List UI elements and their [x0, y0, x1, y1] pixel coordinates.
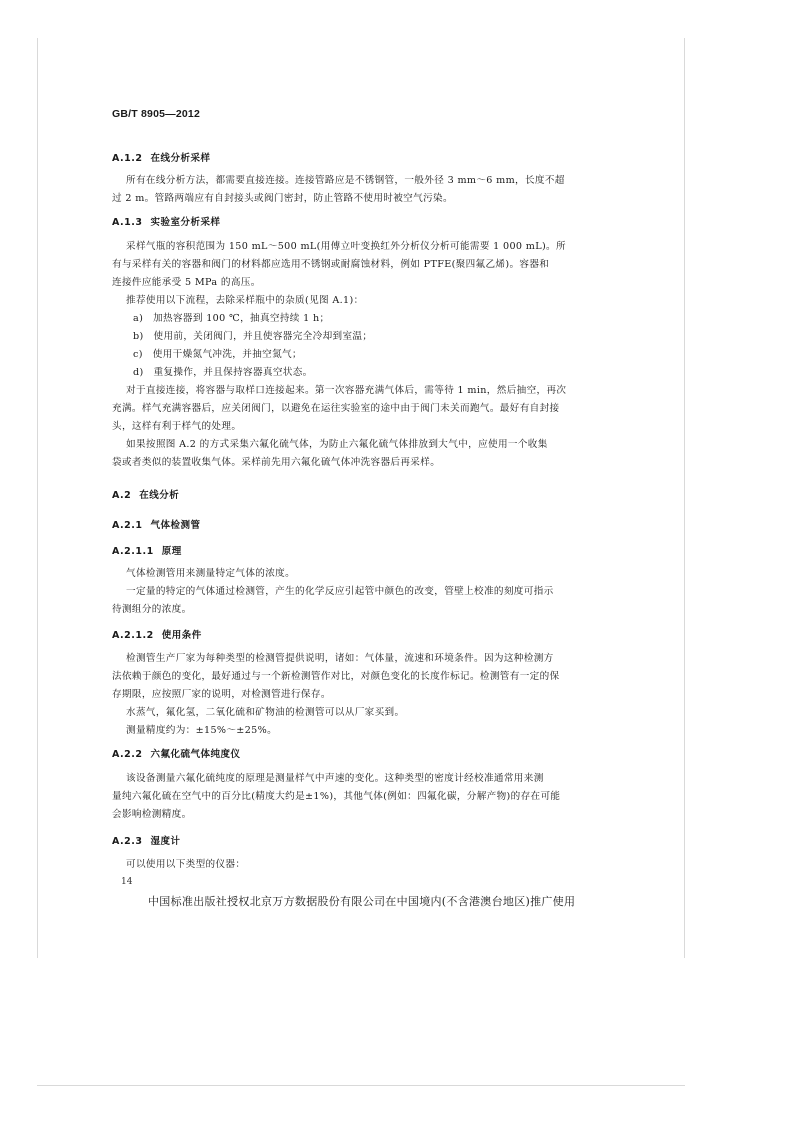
heading-number: A.1.3 [112, 217, 143, 228]
paragraph-line: 连接件应能承受 5 MPa 的高压。 [112, 277, 261, 288]
paragraph-line: 检测管生产厂家为每种类型的检测管提供说明，诸如：气体量，流速和环境条件。因为这种检测方 [126, 653, 554, 664]
paragraph-line: 如果按照图 A.2 的方式采集六氟化硫气体，为防止六氟化硫气体排放到大气中，应使用一个收集 [126, 439, 548, 450]
heading-title: 实验室分析采样 [150, 217, 221, 228]
paragraph-line: 对于直接连接，将容器与取样口连接起来。第一次容器充满气体后，需等待 1 min，然后抽空，再次 [126, 385, 567, 396]
heading-a211 [112, 543, 182, 557]
heading-number: A.2.3 [112, 836, 143, 847]
paragraph-line: 可以使用以下类型的仪器： [126, 859, 246, 870]
heading-title: 六氟化硫气体纯度仪 [150, 749, 241, 760]
left-margin-line [37, 38, 38, 958]
heading-a23 [112, 833, 180, 847]
standard-code: GB/T 8905—2012 [112, 108, 201, 120]
paragraph-line: 充满。样气充满容器后，应关闭阀门，以避免在运往实验室的途中由于阀门未关而跑气。最好有自封接 [112, 403, 560, 414]
paragraph-line: 所有在线分析方法，都需要直接连接。连接管路应是不锈钢管，一般外径 3 mm～6 mm，长度不超 [126, 175, 565, 186]
heading-number: A.2 [112, 490, 132, 501]
heading-title: 原理 [161, 546, 182, 557]
heading-number: A.2.1 [112, 520, 143, 531]
paragraph-line: 法依赖于颜色的变化，最好通过与一个新检测管作对比，对颜色变化的长度作标记。检测管有一定的保 [112, 671, 560, 682]
paragraph-line: 有与采样有关的容器和阀门的材料都应选用不锈钢或耐腐蚀材料，例如 PTFE(聚四氟乙烯)。容器和 [112, 259, 550, 270]
heading-a22 [112, 746, 240, 760]
right-margin-line [684, 38, 685, 958]
paragraph-line: 该设备测量六氟化硫纯度的原理是测量样气中声速的变化。这种类型的密度计经校准通常用来测 [126, 773, 544, 784]
list-item: c) 使用干燥氮气冲洗，并抽空氮气； [133, 349, 302, 360]
heading-number: A.2.2 [112, 749, 143, 760]
heading-number: A.1.2 [112, 153, 143, 164]
footer-notice: 中国标准出版社授权北京万方数据股份有限公司在中国境内(不含港澳台地区)推广使用 [148, 895, 576, 908]
heading-a13 [112, 214, 220, 228]
paragraph-line: 会影响检测精度。 [112, 809, 192, 820]
paragraph-line: 过 2 m。管路两端应有自封接头或阀门密封，防止管路不使用时被空气污染。 [112, 193, 453, 204]
page-number: 14 [121, 877, 133, 887]
paragraph-line: 袋或者类似的装置收集气体。采样前先用六氟化硫气体冲洗容器后再采样。 [112, 457, 441, 468]
paragraph-line: 推荐使用以下流程，去除采样瓶中的杂质(见图 A.1)： [126, 295, 364, 306]
heading-number: A.2.1.2 [112, 630, 154, 641]
paragraph-line: 待测组分的浓度。 [112, 604, 192, 615]
heading-number: A.2.1.1 [112, 546, 154, 557]
paragraph-line: 一定量的特定的气体通过检测管，产生的化学反应引起管中颜色的改变，管壁上校准的刻度可指示 [126, 586, 554, 597]
heading-a12 [112, 150, 210, 164]
paragraph-line: 量纯六氟化硫在空气中的百分比(精度大约是±1%)，其他气体(例如：四氟化碳，分解产物)的存在可能 [112, 791, 561, 802]
heading-title: 使用条件 [161, 630, 202, 641]
heading-title: 在线分析采样 [150, 153, 211, 164]
list-item: b) 使用前，关闭阀门，并且使容器完全冷却到室温； [133, 331, 373, 342]
list-item: a) 加热容器到 100 ℃，抽真空持续 1 h； [133, 313, 330, 324]
heading-a212 [112, 627, 202, 641]
paragraph-line: 存期限，应按照厂家的说明，对检测管进行保存。 [112, 689, 331, 700]
heading-title: 湿度计 [150, 836, 181, 847]
list-item: d) 重复操作，并且保持容器真空状态。 [133, 367, 313, 378]
heading-a2 [112, 487, 179, 501]
heading-title: 在线分析 [139, 490, 180, 501]
paragraph-line: 气体检测管用来测量特定气体的浓度。 [126, 568, 296, 579]
paragraph-line: 采样气瓶的容积范围为 150 mL～500 mL(用傅立叶变换红外分析仪分析可能需要 1 000 mL)。所 [126, 241, 566, 252]
heading-a21 [112, 517, 200, 531]
paragraph-line: 头，这样有利于样气的处理。 [112, 421, 242, 432]
paragraph-line: 测量精度约为：±15%～±25%。 [126, 725, 278, 736]
paragraph-line: 水蒸气，氟化氢，二氧化硫和矿物油的检测管可以从厂家买到。 [126, 707, 405, 718]
heading-title: 气体检测管 [150, 520, 201, 531]
bottom-rule [37, 1085, 685, 1086]
